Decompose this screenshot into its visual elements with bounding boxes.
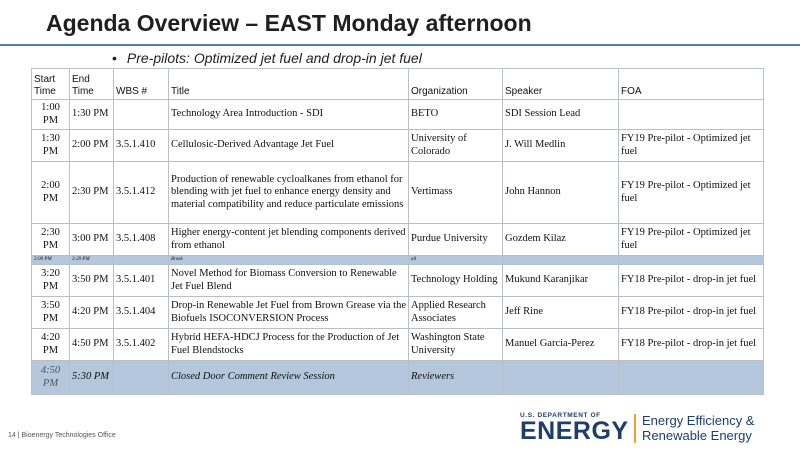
- doe-eere-logo: [520, 412, 790, 446]
- speaker-cell: SDI Session Lead: [503, 100, 619, 130]
- end-time-cell: 2:00 PM: [70, 130, 114, 162]
- header-foa: FOA: [619, 69, 764, 100]
- organization-cell: Purdue University: [409, 224, 503, 256]
- closed-session-row: [32, 361, 764, 395]
- bullet-dot-icon: •: [112, 50, 117, 66]
- speaker-cell: Mukund Karanjikar: [503, 265, 619, 297]
- title-divider: [0, 44, 800, 46]
- speaker-cell: [503, 256, 619, 265]
- foa-cell: FY19 Pre-pilot - Optimized jet fuel: [619, 130, 764, 162]
- speaker-cell: Manuel Garcia-Perez: [503, 329, 619, 361]
- organization-cell: University of Colorado: [409, 130, 503, 162]
- break-row: [32, 256, 764, 265]
- table-row: [32, 265, 764, 297]
- foa-cell: [619, 100, 764, 130]
- table-row: [32, 130, 764, 162]
- end-time-cell: 3:20 PM: [70, 256, 114, 265]
- organization-cell: Vertimass: [409, 162, 503, 224]
- table-row: [32, 162, 764, 224]
- title-cell: Technology Area Introduction - SDI: [169, 100, 409, 130]
- start-time-cell: 2:30 PM: [32, 224, 70, 256]
- wbs-cell: 3.5.1.408: [114, 224, 169, 256]
- logo-dept-name: ENERGY: [520, 417, 629, 445]
- wbs-cell: 3.5.1.401: [114, 265, 169, 297]
- wbs-cell: [114, 256, 169, 265]
- title-cell: Novel Method for Biomass Conversion to Renewable Jet Fuel Blend: [169, 265, 409, 297]
- wbs-cell: 3.5.1.410: [114, 130, 169, 162]
- table-row: [32, 100, 764, 130]
- speaker-cell: [503, 361, 619, 395]
- header-end-time: End Time: [70, 69, 114, 100]
- subtitle-bullet: [112, 50, 422, 66]
- agenda-table: [31, 68, 764, 395]
- foa-cell: FY18 Pre-pilot - drop-in jet fuel: [619, 297, 764, 329]
- end-time-cell: 1:30 PM: [70, 100, 114, 130]
- foa-cell: [619, 361, 764, 395]
- foa-cell: FY19 Pre-pilot - Optimized jet fuel: [619, 162, 764, 224]
- organization-cell: all: [409, 256, 503, 265]
- title-cell: Higher energy-content jet blending components derived from ethanol: [169, 224, 409, 256]
- end-time-cell: 2:30 PM: [70, 162, 114, 224]
- organization-cell: Technology Holding: [409, 265, 503, 297]
- wbs-cell: 3.5.1.402: [114, 329, 169, 361]
- logo-divider: [634, 414, 636, 443]
- logo-office: [642, 413, 754, 443]
- slide-footer: 14 | Bioenergy Technologies Office: [8, 432, 116, 439]
- end-time-cell: 5:30 PM: [70, 361, 114, 395]
- bullet-text: Pre-pilots: Optimized jet fuel and drop-in jet fuel: [126, 50, 422, 66]
- organization-cell: Reviewers: [409, 361, 503, 395]
- title-cell: Drop-in Renewable Jet Fuel from Brown Grease via the Biofuels ISOCONVERSION Process: [169, 297, 409, 329]
- start-time-cell: 4:20 PM: [32, 329, 70, 361]
- end-time-cell: 3:50 PM: [70, 265, 114, 297]
- header-organization: Organization: [409, 69, 503, 100]
- start-time-cell: 1:30 PM: [32, 130, 70, 162]
- table-row: [32, 329, 764, 361]
- header-wbs: WBS #: [114, 69, 169, 100]
- foa-cell: FY19 Pre-pilot - Optimized jet fuel: [619, 224, 764, 256]
- title-cell: Cellulosic-Derived Advantage Jet Fuel: [169, 130, 409, 162]
- slide-title: Agenda Overview – EAST Monday afternoon: [46, 10, 532, 36]
- end-time-cell: 4:20 PM: [70, 297, 114, 329]
- start-time-cell: 1:00 PM: [32, 100, 70, 130]
- wbs-cell: [114, 361, 169, 395]
- organization-cell: Washington State University: [409, 329, 503, 361]
- wbs-cell: [114, 100, 169, 130]
- start-time-cell: 3:00 PM: [32, 256, 70, 265]
- table-row: [32, 224, 764, 256]
- title-cell: Production of renewable cycloalkanes from ethanol for blending with jet fuel to enhance energy density and material compatibility and reduce particulate emissions: [169, 162, 409, 224]
- title-cell: Hybrid HEFA-HDCJ Process for the Production of Jet Fuel Blendstocks: [169, 329, 409, 361]
- start-time-cell: 3:50 PM: [32, 297, 70, 329]
- speaker-cell: J. Will Medlin: [503, 130, 619, 162]
- organization-cell: Applied Research Associates: [409, 297, 503, 329]
- organization-cell: BETO: [409, 100, 503, 130]
- logo-office-line1: Energy Efficiency &: [642, 413, 755, 428]
- foa-cell: [619, 256, 764, 265]
- start-time-cell: 3:20 PM: [32, 265, 70, 297]
- start-time-cell: 2:00 PM: [32, 162, 70, 224]
- wbs-cell: 3.5.1.412: [114, 162, 169, 224]
- start-time-cell: 4:50 PM: [32, 361, 70, 395]
- end-time-cell: 3:00 PM: [70, 224, 114, 256]
- logo-office-line2: Renewable Energy: [642, 428, 752, 443]
- table-row: [32, 297, 764, 329]
- speaker-cell: Gozdem Kilaz: [503, 224, 619, 256]
- header-title: Title: [169, 69, 409, 100]
- title-cell: Break: [169, 256, 409, 265]
- title-cell: Closed Door Comment Review Session: [169, 361, 409, 395]
- speaker-cell: Jeff Rine: [503, 297, 619, 329]
- wbs-cell: 3.5.1.404: [114, 297, 169, 329]
- foa-cell: FY18 Pre-pilot - drop-in jet fuel: [619, 329, 764, 361]
- logo-dept-line: U.S. DEPARTMENT OF: [520, 412, 601, 419]
- foa-cell: FY18 Pre-pilot - drop-in jet fuel: [619, 265, 764, 297]
- end-time-cell: 4:50 PM: [70, 329, 114, 361]
- speaker-cell: John Hannon: [503, 162, 619, 224]
- header-row: [32, 69, 764, 100]
- header-start-time: Start Time: [32, 69, 70, 100]
- header-speaker: Speaker: [503, 69, 619, 100]
